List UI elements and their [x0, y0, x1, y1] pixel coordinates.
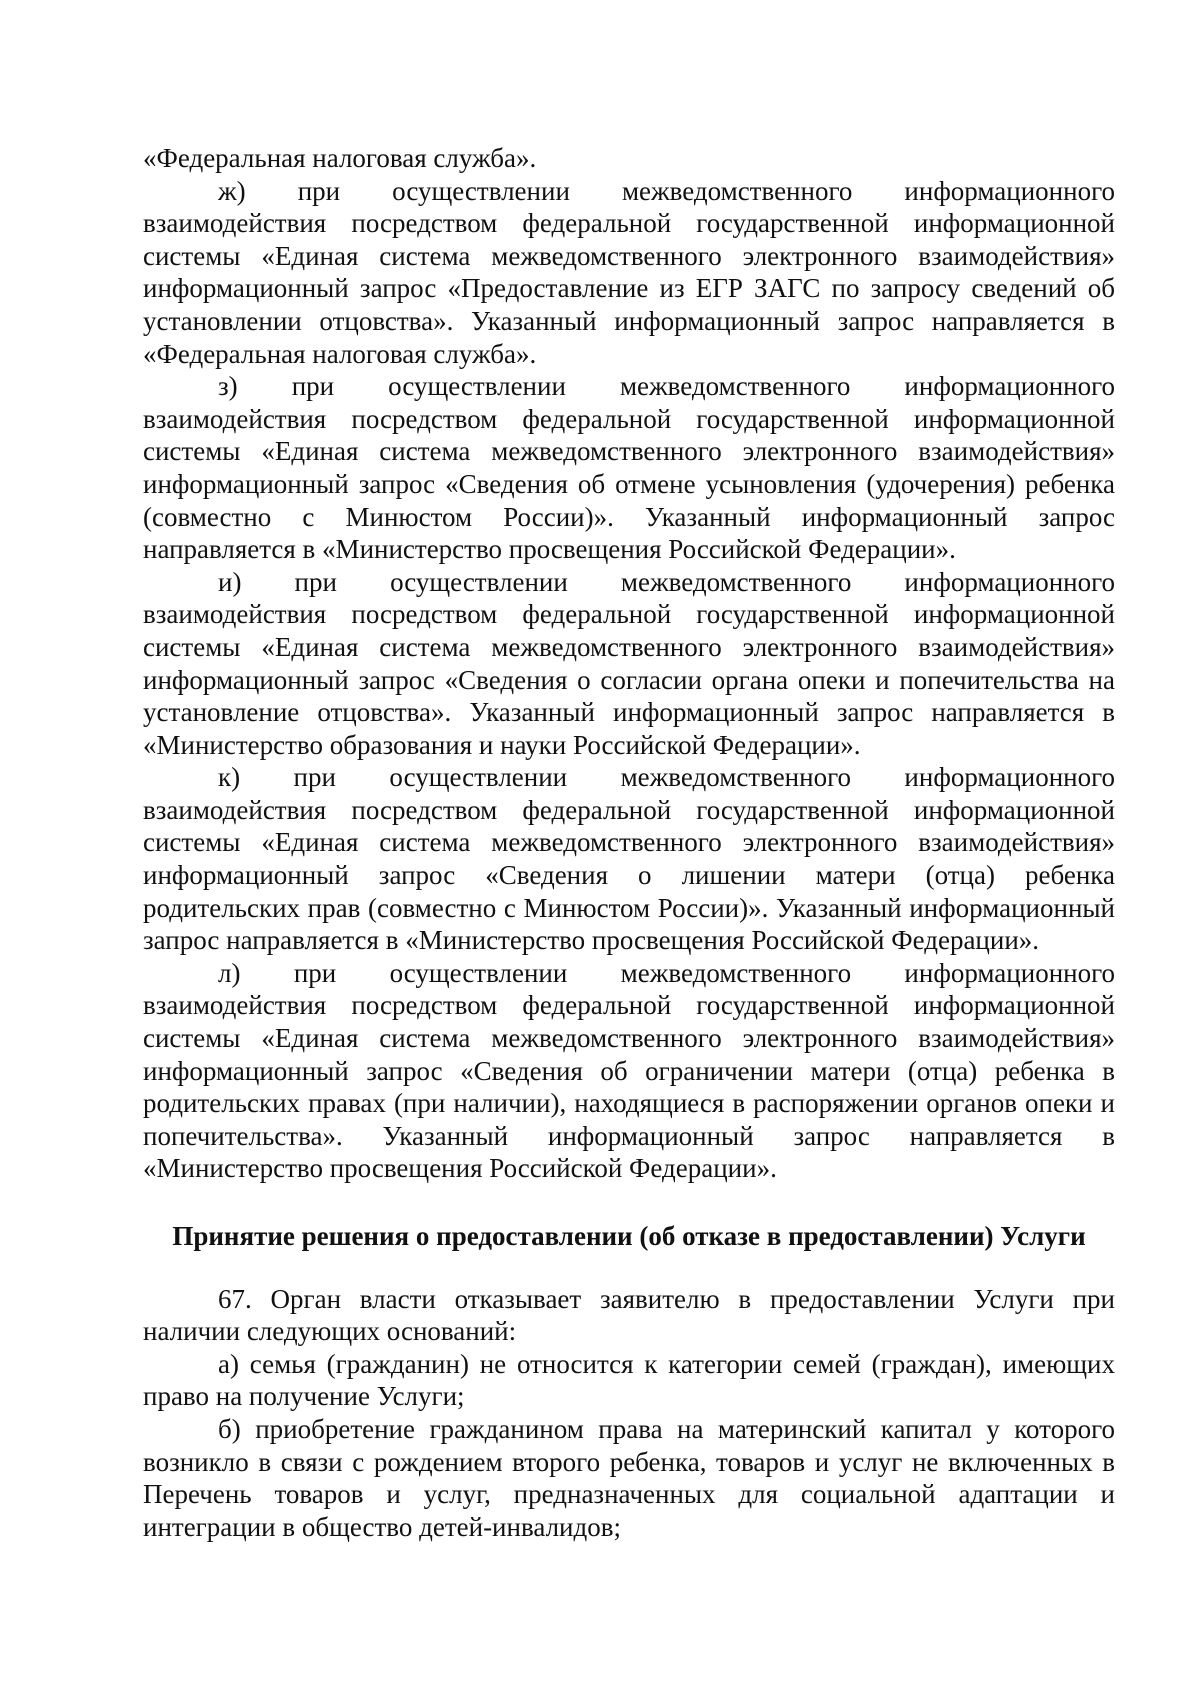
- paragraph-item-b: б) приобретение гражданином права на материнский капитал у которого возникло в связи с рождением второго ребенка, товаров и услуг не включенных в Перечень товаров и услуг, предназначенных для социальной адаптации и интеграции в общество детей-инвалидов;: [143, 1413, 1115, 1542]
- paragraph-item-k: к) при осуществлении межведомственного информационного взаимодействия посредством федеральной государственной информационной системы «Единая система межведомственного электронного взаимодействия» информационный запрос «Сведения о лишении матери (отца) ребенка родительских прав (совместно с Минюстом России)». Указанный информационный запрос направляется в «Министерство просвещения Российской Федерации».: [143, 762, 1115, 956]
- paragraph-item-67: 67. Орган власти отказывает заявителю в предоставлении Услуги при наличии следующих оснований:: [143, 1283, 1115, 1347]
- paragraph-item-z: з) при осуществлении межведомственного информационного взаимодействия посредством федеральной государственной информационной системы «Единая система межведомственного электронного взаимодействия» информационный запрос «Сведения об отмене усыновления (удочерения) ребенка (совместно с Минюстом России)». Указанный информационный запрос направляется в «Министерство просвещения Российской Федерации».: [143, 371, 1115, 565]
- document-page: [143, 142, 1115, 1543]
- paragraph-item-a: а) семья (гражданин) не относится к категории семей (граждан), имеющих право на получение Услуги;: [143, 1348, 1115, 1412]
- section-heading: Принятие решения о предоставлении (об отказе в предоставлении) Услуги: [172, 1221, 1086, 1251]
- paragraph-continuation: «Федеральная налоговая служба».: [143, 143, 537, 173]
- paragraph-item-zh: ж) при осуществлении межведомственного информационного взаимодействия посредством федеральной государственной информационной системы «Единая система межведомственного электронного взаимодействия» информационный запрос «Предоставление из ЕГР ЗАГС по запросу сведений об установлении отцовства». Указанный информационный запрос направляется в «Федеральная налоговая служба».: [143, 175, 1115, 369]
- paragraph-item-i: и) при осуществлении межведомственного информационного взаимодействия посредством федеральной государственной информационной системы «Единая система межведомственного электронного взаимодействия» информационный запрос «Сведения о согласии органа опеки и попечительства на установление отцовства». Указанный информационный запрос направляется в «Министерство образования и науки Российской Федерации».: [143, 566, 1115, 760]
- paragraph-item-l: л) при осуществлении межведомственного информационного взаимодействия посредством федеральной государственной информационной системы «Единая система межведомственного электронного взаимодействия» информационный запрос «Сведения об ограничении матери (отца) ребенка в родительских правах (при наличии), находящиеся в распоряжении органов опеки и попечительства». Указанный информационный запрос направляется в «Министерство просвещения Российской Федерации».: [143, 957, 1115, 1184]
